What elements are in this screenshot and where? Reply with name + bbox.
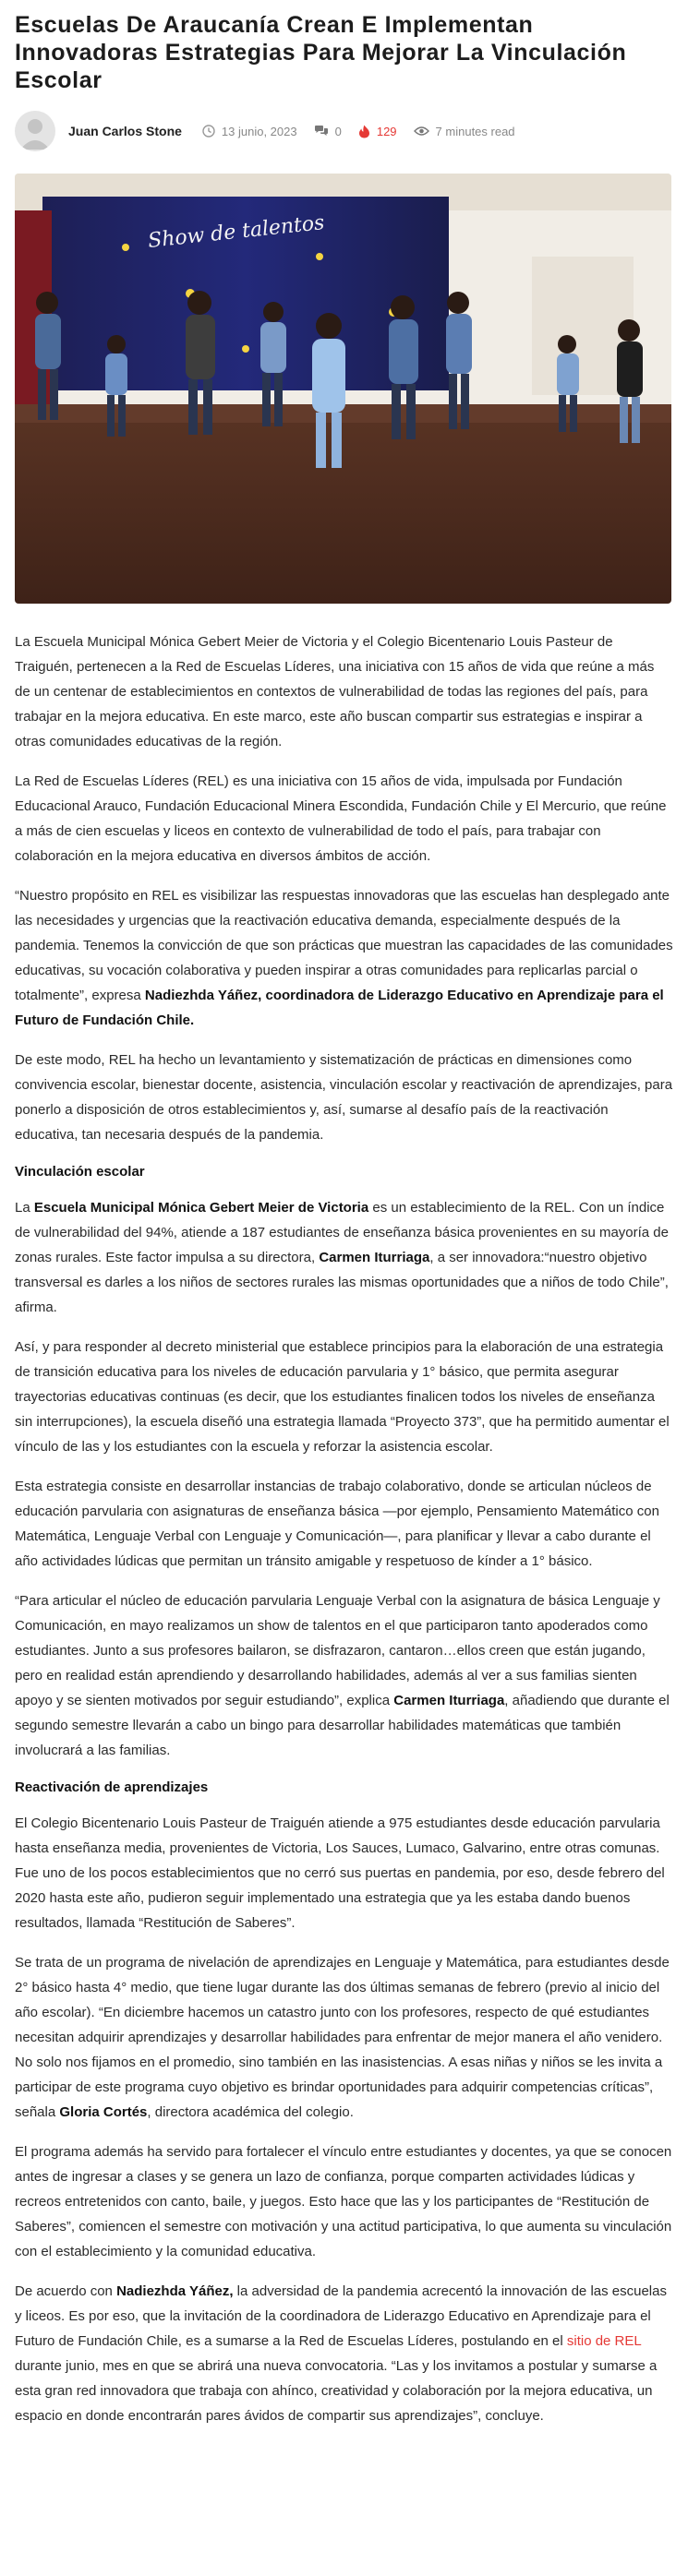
paragraph: De este modo, REL ha hecho un levantamiento y sistematización de prácticas en dimensiones como convivencia escolar, bienestar docente, asistencia, vinculación escolar y reactivación de aprendizajes, para ponerlo a disposición de otros establecimientos y, así, sumarse al desafío país de la reactivación educativa, tan necesaria después de la pandemia. bbox=[15, 1052, 673, 1143]
avatar-person-icon bbox=[15, 111, 55, 151]
comments-icon bbox=[314, 125, 329, 138]
paragraph: “Para articular el núcleo de educación parvularia Lenguaje Verbal con la asignatura de básica Lenguaje y Comunicación, en mayo realizamos un show de talentos en el que participaron tanto apoderados como estudiantes. Junto a sus profesores bailaron, se disfrazaron, cantaron…ellos creen que están jugando, pero en realidad están aprendiendo y desarrollando habilidades, además al ver a sus familias sienten apoyo y se sienten motivados por seguir estudiando”, explica Carmen Iturriaga, añadiendo que durante el segundo semestre llevarán a cabo un bingo para desarrollar habilidades matemáticas que también involucrará a las familias. bbox=[15, 1593, 670, 1758]
section-heading-vinculacion: Vinculación escolar bbox=[15, 1164, 145, 1180]
hero-image bbox=[15, 174, 671, 604]
paragraph: Se trata de un programa de nivelación de aprendizajes en Lenguaje y Matemática, para estudiantes desde 2° básico hasta 4° medio, que tiene lugar durante las dos últimas semanas de febrero (previo al inicio del año escolar). “En diciembre hacemos un catastro junto con los profesores, respecto de qué estudiantes necesitan adquirir aprendizajes y desarrollar habilidades para enfrentar de mejor manera el año venidero. No solo nos fijamos en el promedio, sino también en las inasistencias. A esas niñas y niños se les invita a participar de este programa cuyo objetivo es brindar oportunidades para adquirir competencias críticas”, señala Gloria Cortés, directora académica del colegio. bbox=[15, 1955, 670, 2120]
article-meta bbox=[15, 107, 673, 155]
read-time-text: 7 minutes read bbox=[435, 124, 515, 138]
paragraph: La Escuela Municipal Mónica Gebert Meier de Victoria y el Colegio Bicentenario Louis Pasteur de Traiguén, pertenecen a la Red de Escuelas Líderes, una iniciativa con 15 años de vida que reúne a más de un centenar de establecimientos en contextos de vulnerabilidad de todas las regiones del país, para trabajar en la mejora educativa. En este marco, este año buscan compartir sus estrategias e inspirar a otras comunidades educativas de la región. bbox=[15, 634, 655, 749]
flame-icon bbox=[358, 125, 370, 138]
meta-read-time bbox=[414, 125, 515, 138]
paragraph: Esta estrategia consiste en desarrollar instancias de trabajo colaborativo, donde se articulan núcleos de educación parvularia con asignaturas de enseñanza básica —por ejemplo, Pensamiento Matemático con Matemática, Lenguaje Verbal con Lenguaje y Comunicación—, para planificar y llevar a cabo durante el año actividades lúdicas que permitan un tránsito amigable y respetuoso de kínder a 1° básico. bbox=[15, 1479, 659, 1569]
person-name: Nadiezhda Yáñez, bbox=[116, 2283, 234, 2299]
speaker-name: Nadiezhda Yáñez, coordinadora de Liderazgo Educativo en Aprendizaje para el Futuro de Fundación Chile. bbox=[15, 988, 664, 1028]
person-name: Carmen Iturriaga bbox=[319, 1250, 430, 1265]
article-body bbox=[15, 629, 673, 2428]
school-name: Escuela Municipal Mónica Gebert Meier de Victoria bbox=[33, 1200, 369, 1216]
paragraph: La Escuela Municipal Mónica Gebert Meier de Victoria es un establecimiento de la REL. Con un índice de vulnerabilidad del 94%, atiende a 187 estudiantes de enseñanza básica provenientes en su mayoría de zonas rurales. Este factor impulsa a su directora, Carmen Iturriaga, a ser innovadora:“nuestro objetivo transversal es darles a los niños de sectores rurales las mismas oportunidades que a niños de todo Chile”, afirma. bbox=[15, 1200, 669, 1315]
paragraph: El programa además ha servido para fortalecer el vínculo entre estudiantes y docentes, ya que se conocen antes de ingresar a clases y se genera un lazo de confianza, porque comparten actividades lúdicas y recreos entretenidos con canto, baile, y juegos. Esto hace que las y los participantes de “Restitución de Saberes”, comiencen el semestre con motivación y una actitud participativa, lo que aumenta su vinculación con el establecimiento y la comunidad educativa. bbox=[15, 2144, 672, 2259]
meta-date bbox=[202, 125, 297, 138]
comments-count: 0 bbox=[334, 124, 342, 138]
paragraph: El Colegio Bicentenario Louis Pasteur de Traiguén atiende a 975 estudiantes desde educación parvularia hasta enseñanza media, provenientes de Victoria, Los Sauces, Lumaco, Galvarino, entre otras comunas. Fue uno de los pocos establecimientos que no cerró sus puertas en pandemia, por eso, desde febrero del 2020 hasta este año, pudieron seguir implementado una estrategia que ya les estaba dando buenos resultados, llamada “Restitución de Saberes”. bbox=[15, 1815, 665, 1931]
author-name[interactable]: Juan Carlos Stone bbox=[68, 124, 182, 138]
person-name: Carmen Iturriaga bbox=[393, 1693, 505, 1708]
meta-comments[interactable] bbox=[314, 125, 342, 138]
person-name: Gloria Cortés bbox=[59, 2104, 148, 2120]
paragraph: Así, y para responder al decreto ministerial que establece principios para la elaboración de una estrategia de transición educativa para los niveles de educación parvularia y 1° básico, que permita asegurar trayectorias educativas continuas (es decir, que los estudiantes finalicen todos los niveles de enseñanza sin interrupciones), la escuela diseñó una estrategia llamada “Proyecto 373”, que ha permitido aumentar el vínculo de las y los estudiantes con la escuela y reforzar la asistencia escolar. bbox=[15, 1339, 670, 1455]
views-count: 129 bbox=[376, 124, 397, 138]
paragraph: La Red de Escuelas Líderes (REL) es una iniciativa con 15 años de vida, impulsada por Fundación Educacional Arauco, Fundación Educacional Minera Escondida, Fundación Chile y El Mercurio, que reúne a más de cien escuelas y liceos en contexto de vulnerabilidad de todo el país, para trabajar con colaboración en la mejora educativa en diversos ámbitos de acción. bbox=[15, 773, 667, 864]
paragraph: De acuerdo con Nadiezhda Yáñez, la adversidad de la pandemia acrecentó la innovación de las escuelas y liceos. Es por eso, que la invitación de la coordinadora de Liderazgo Educativo en Aprendizaje para el Futuro de Fundación Chile, es a sumarse a la Red de Escuelas Líderes, postulando en el sitio de REL durante junio, mes en que se abrirá una nueva convocatoria. “Las y los invitamos a postular y sumarse a esta gran red innovadora que trabaja con ahínco, creatividad y colaboración por la mejora educativa, un espacio en donde encontrarán pares ávidos de compartir sus aprendizajes”, concluye. bbox=[15, 2283, 667, 2424]
article-title: Escuelas De Araucanía Crean E Implementan Innovadoras Estrategias Para Mejorar La Vinculación Escolar bbox=[15, 12, 627, 93]
clock-icon bbox=[202, 125, 215, 138]
image-sign-text: Show de talentos bbox=[147, 211, 326, 253]
section-heading-reactivacion: Reactivación de aprendizajes bbox=[15, 1779, 209, 1795]
paragraph: “Nuestro propósito en REL es visibilizar las respuestas innovadoras que las escuelas han desplegado ante las necesidades y urgencias que la reactivación educativa demanda, especialmente después de la pandemia. Tenemos la convicción de que son prácticas que muestran las capacidades de las comunidades educativas, su vocación colaborativa y pueden inspirar a otras comunidades para replicarlas parcial o totalmente”, expresa Nadiezhda Yáñez, coordinadora de Liderazgo Educativo en Aprendizaje para el Futuro de Fundación Chile. bbox=[15, 888, 673, 1028]
date-text: 13 junio, 2023 bbox=[221, 124, 297, 138]
meta-views-hot bbox=[358, 125, 397, 138]
eye-icon bbox=[414, 126, 429, 137]
rel-site-link[interactable]: sitio de REL bbox=[566, 2333, 642, 2349]
author-avatar[interactable] bbox=[15, 111, 55, 151]
talent-show-photo bbox=[15, 174, 671, 604]
